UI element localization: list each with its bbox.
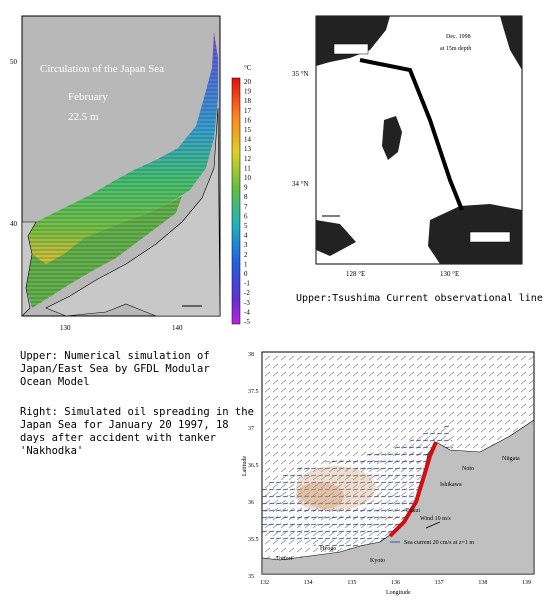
tsushima-current-map — [292, 10, 538, 282]
lat-tick-40: 40 — [10, 220, 17, 228]
oil-lon-tick: 138 — [478, 580, 488, 586]
lon-tick-130: 130 — [60, 324, 71, 332]
japan-sea-title: Circulation of the Japan Sea — [40, 63, 165, 75]
oil-lat-tick: 36 — [248, 500, 254, 506]
wind-label: Wind 10 m/s — [420, 516, 451, 522]
colorbar-label: 13 — [244, 145, 251, 154]
colorbar-label: 18 — [244, 97, 251, 106]
lon-tick-140: 140 — [172, 324, 183, 332]
tsushima-depth: at 15m depth — [440, 46, 472, 52]
colorbar-label: 2 — [244, 250, 248, 259]
colorbar-label: -1 — [244, 279, 250, 288]
caption-upper: Upper: Numerical simulation of Japan/East Sea by GFDL Modular Ocean Model — [20, 350, 210, 388]
colorbar-label: 8 — [244, 193, 248, 202]
place-kyoto: Kyoto — [370, 558, 385, 564]
tsushima-date: Dec. 1998 — [446, 34, 471, 40]
tsushima-lon-130: 130 °E — [440, 270, 460, 278]
oil-ylabel: Latitude — [242, 456, 248, 476]
place-noto: Noto — [462, 466, 474, 472]
japan-sea-map-svg — [6, 8, 238, 338]
tsushima-lon-128: 128 °E — [346, 270, 366, 278]
colorbar-label: 5 — [244, 222, 248, 230]
caption-right: Right: Simulated oil spreading in the Japan Sea for January 20 1997, 18 days after accident with tanker 'Nakhodka' — [20, 406, 254, 457]
japan-sea-depth: 22.5 m — [68, 111, 99, 123]
colorbar-label: 17 — [244, 106, 251, 115]
colorbar-label: -2 — [244, 289, 250, 298]
oil-lat-tick: 38 — [248, 352, 254, 358]
place-niigata: Niigata — [502, 456, 520, 462]
oil-spreading-map — [240, 346, 540, 598]
oil-lat-tick: 35.5 — [248, 537, 259, 543]
colorbar-label: 19 — [244, 87, 251, 96]
japan-sea-month: February — [68, 91, 108, 103]
colorbar-label: 6 — [244, 212, 248, 221]
colorbar-label: -3 — [244, 298, 250, 307]
oil-lon-tick: 137 — [434, 580, 444, 586]
colorbar-label: 7 — [244, 202, 248, 211]
oil-lat-tick: 35 — [248, 574, 254, 580]
colorbar-label: 11 — [244, 164, 251, 173]
tsushima-lat-35: 35 °N — [292, 70, 309, 78]
lat-tick-50: 50 — [10, 58, 17, 66]
tsushima-caption: Upper:Tsushima Current observational line — [296, 293, 543, 304]
tsushima-lat-34: 34 °N — [292, 180, 309, 188]
colorbar-label: 3 — [244, 241, 248, 250]
current-label: Sea current 20 cm/s at z=1 m — [404, 540, 475, 546]
place-tottori: Tottori — [276, 556, 293, 562]
oil-lon-tick: 134 — [303, 580, 313, 586]
place-fukui: Fukui — [406, 508, 421, 514]
colorbar-label: 20 — [244, 78, 251, 86]
colorbar-label: 9 — [244, 183, 248, 192]
oil-lat-tick: 37 — [248, 426, 254, 432]
oil-lon-tick: 136 — [391, 580, 400, 586]
colorbar-label: 0 — [244, 270, 248, 278]
japan-sea-circulation-map — [6, 8, 238, 338]
oil-particles — [296, 466, 376, 510]
colorbar-label: -5 — [244, 318, 250, 326]
temperature-colorbar — [230, 66, 270, 336]
colorbar-label: 10 — [244, 174, 251, 182]
place-ishikawa: Ishikawa — [440, 482, 462, 488]
colorbar-label: 16 — [244, 116, 251, 125]
colorbar-label: 15 — [244, 126, 251, 134]
oil-xlabel: Longitude — [386, 590, 411, 596]
colorbar-label: -4 — [244, 308, 250, 317]
colorbar-label: 1 — [244, 260, 248, 269]
oil-lon-tick: 139 — [522, 580, 531, 586]
colorbar-label: 4 — [244, 231, 248, 240]
colorbar-label: 14 — [244, 135, 251, 144]
oil-lon-tick: 135 — [347, 580, 357, 586]
place-hyogo: Hyogo — [320, 546, 337, 552]
oil-lat-tick: 36.5 — [248, 463, 259, 469]
colorbar-label: 12 — [244, 154, 251, 163]
oil-lat-tick: 37.5 — [248, 389, 259, 395]
oil-lon-tick: 132 — [260, 580, 269, 586]
colorbar-unit: °C — [244, 64, 252, 72]
